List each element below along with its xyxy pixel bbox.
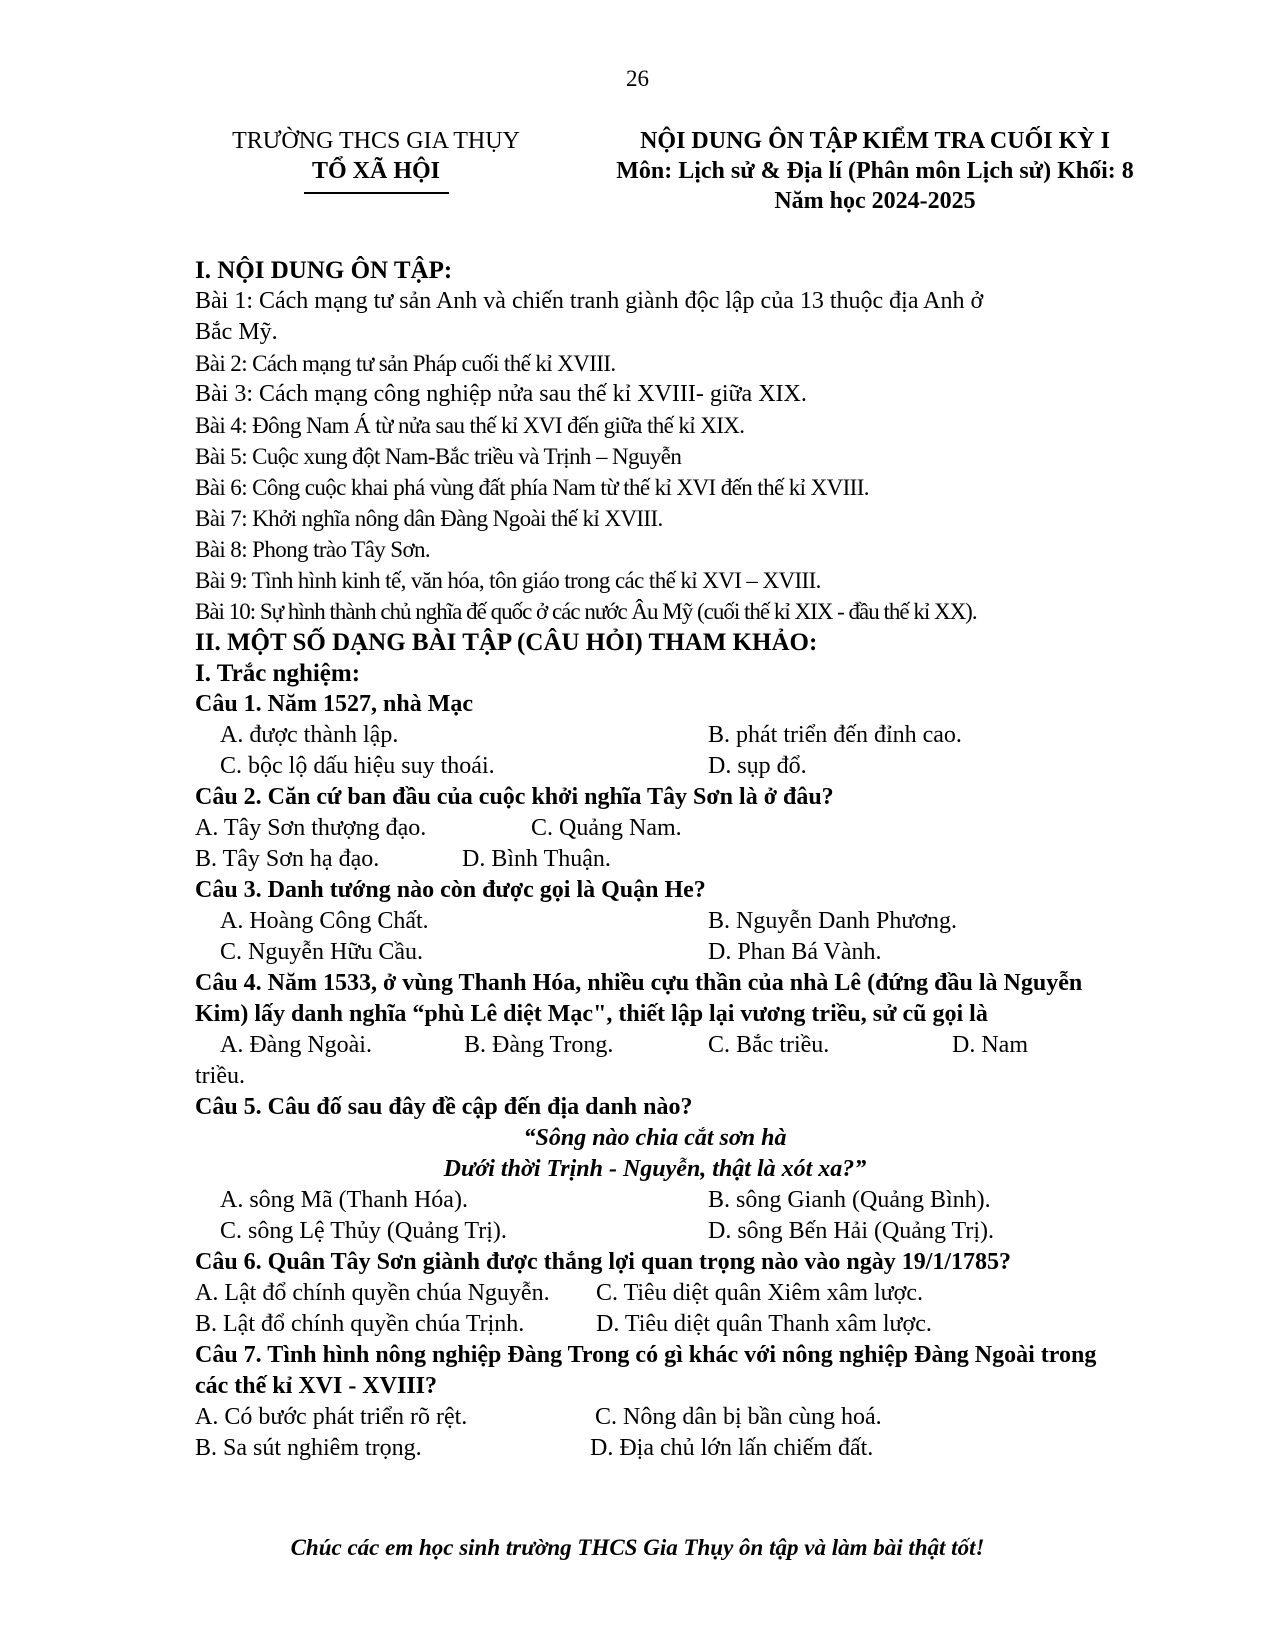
closing-message: Chúc các em học sinh trường THCS Gia Thụy ôn tập và làm bài thật tốt!: [290, 1535, 985, 1560]
lesson-item: Bài 10: Sự hình thành chủ nghĩa đế quốc ở các nước Âu Mỹ (cuối thế kỉ XIX - đầu thế kỉ XX).: [195, 599, 977, 624]
question-5: Câu 5. Câu đố sau đây đề cập đến địa danh nào?: [195, 1094, 693, 1120]
section-heading-review: I. NỘI DUNG ÔN TẬP:: [195, 257, 453, 284]
question-2-options: [195, 813, 1115, 844]
department-name: TỔ XÃ HỘI: [311, 158, 440, 184]
lesson-item: Bài 7: Khởi nghĩa nông dân Đàng Ngoài thế kỉ XVIII.: [195, 506, 663, 531]
option-c: C. sông Lệ Thủy (Quảng Trị).: [220, 1218, 507, 1244]
question-4: Câu 4. Năm 1533, ở vùng Thanh Hóa, nhiều cựu thần của nhà Lê (đứng đầu là Nguyễn Kim) lấy danh nghĩa “phù Lê diệt Mạc", thiết lập lại vương triều, sử cũ gọi là: [195, 970, 1083, 1027]
option-d: D. Nam: [952, 1032, 1028, 1058]
option-a: A. sông Mã (Thanh Hóa).: [220, 1187, 468, 1213]
lesson-item: Bài 6: Công cuộc khai phá vùng đất phía Nam từ thế kỉ XVI đến thế kỉ XVIII.: [195, 475, 869, 500]
question-3: Câu 3. Danh tướng nào còn được gọi là Quận He?: [195, 877, 706, 903]
option-b: B. Tây Sơn hạ đạo.: [195, 846, 380, 872]
school-name: TRƯỜNG THCS GIA THỤY: [232, 128, 520, 154]
question-2-options: [195, 844, 1115, 875]
option-b: B. sông Gianh (Quảng Bình).: [708, 1187, 991, 1213]
lesson-item: Bài 3: Cách mạng công nghiệp nửa sau thế kỉ XVIII- giữa XIX.: [195, 381, 807, 407]
option-b: B. Đàng Trong.: [464, 1032, 614, 1058]
option-d: D. sụp đổ.: [708, 753, 807, 779]
question-6-options: [195, 1278, 1115, 1309]
riddle-line-2: Dưới thời Trịnh - Nguyễn, thật là xót xa?”: [443, 1156, 867, 1182]
question-7-options: [195, 1433, 1115, 1464]
question-5-options: [195, 1216, 1115, 1247]
question-1-options: [195, 751, 1115, 782]
option-c: C. bộc lộ dấu hiệu suy thoái.: [220, 753, 495, 779]
lesson-item: Bài 5: Cuộc xung đột Nam-Bắc triều và Trịnh – Nguyễn: [195, 444, 682, 469]
option-a: A. Hoàng Công Chất.: [220, 908, 429, 934]
question-6: Câu 6. Quân Tây Sơn giành được thắng lợi quan trọng nào vào ngày 19/1/1785?: [195, 1249, 1012, 1275]
option-b: B. Sa sút nghiêm trọng.: [195, 1435, 422, 1461]
lesson-item: Bài 2: Cách mạng tư sản Pháp cuối thế kỉ XVIII.: [195, 351, 616, 376]
lesson-item: Bài 4: Đông Nam Á từ nửa sau thế kỉ XVI đến giữa thế kỉ XIX.: [195, 413, 745, 438]
school-year: Năm học 2024-2025: [774, 188, 976, 214]
option-d: D. Địa chủ lớn lấn chiếm đất.: [590, 1435, 874, 1461]
lesson-item: Bài 1: Cách mạng tư sản Anh và chiến tranh giành độc lập của 13 thuộc địa Anh ở: [195, 288, 984, 314]
question-3-options: [195, 906, 1115, 937]
option-c: C. Bắc triều.: [708, 1032, 830, 1058]
question-1-options: [195, 720, 1115, 751]
option-a: A. Tây Sơn thượng đạo.: [195, 815, 427, 841]
option-c: C. Nông dân bị bần cùng hoá.: [595, 1404, 882, 1430]
option-d: D. Bình Thuận.: [462, 846, 611, 872]
option-d: D. sông Bến Hải (Quảng Trị).: [708, 1218, 994, 1244]
question-6-options: [195, 1309, 1115, 1340]
header-underline: [304, 192, 449, 194]
riddle-line-1: “Sông nào chia cắt sơn hà: [523, 1125, 787, 1151]
document-title: NỘI DUNG ÔN TẬP KIỂM TRA CUỐI KỲ I: [640, 128, 1110, 154]
option-a: A. Lật đổ chính quyền chúa Nguyễn.: [195, 1280, 550, 1306]
option-a: A. Có bước phát triển rõ rệt.: [195, 1404, 468, 1430]
lesson-item: Bài 9: Tình hình kinh tế, văn hóa, tôn giáo trong các thế kỉ XVI – XVIII.: [195, 568, 821, 593]
school-header: [210, 126, 542, 194]
page-number: 26: [626, 66, 649, 91]
document-header: [580, 126, 1170, 216]
question-4-options: [195, 1030, 1115, 1061]
lesson-item: Bắc Mỹ.: [195, 319, 278, 345]
option-c: C. Quảng Nam.: [531, 815, 682, 841]
document-body: [195, 255, 1115, 1464]
option-a: A. được thành lập.: [220, 722, 399, 748]
question-3-options: [195, 937, 1115, 968]
option-c: C. Nguyễn Hữu Cầu.: [220, 939, 423, 965]
option-b: B. phát triển đến đỉnh cao.: [708, 722, 962, 748]
question-7: Câu 7. Tình hình nông nghiệp Đàng Trong có gì khác với nông nghiệp Đàng Ngoài trong các thế kỉ XVI - XVIII?: [195, 1342, 1097, 1399]
option-b: B. Lật đổ chính quyền chúa Trịnh.: [195, 1311, 525, 1337]
question-1: Câu 1. Năm 1527, nhà Mạc: [195, 691, 474, 717]
lesson-item: Bài 8: Phong trào Tây Sơn.: [195, 537, 431, 562]
subsection-heading-multiple-choice: I. Trắc nghiệm:: [195, 660, 361, 687]
subject-line: Môn: Lịch sử & Địa lí (Phân môn Lịch sử) Khối: 8: [616, 158, 1134, 184]
option-d: D. Tiêu diệt quân Thanh xâm lược.: [596, 1311, 932, 1337]
option-a: A. Đàng Ngoài.: [220, 1032, 372, 1058]
option-c: C. Tiêu diệt quân Xiêm xâm lược.: [596, 1280, 924, 1306]
question-2: Câu 2. Căn cứ ban đầu của cuộc khởi nghĩa Tây Sơn là ở đâu?: [195, 784, 834, 810]
section-heading-exercises: II. MỘT SỐ DẠNG BÀI TẬP (CÂU HỎI) THAM KHẢO:: [195, 629, 818, 656]
option-b: B. Nguyễn Danh Phương.: [708, 908, 958, 934]
question-5-options: [195, 1185, 1115, 1216]
question-7-options: [195, 1402, 1115, 1433]
option-d-continuation: triều.: [195, 1063, 245, 1089]
option-d: D. Phan Bá Vành.: [708, 939, 882, 965]
